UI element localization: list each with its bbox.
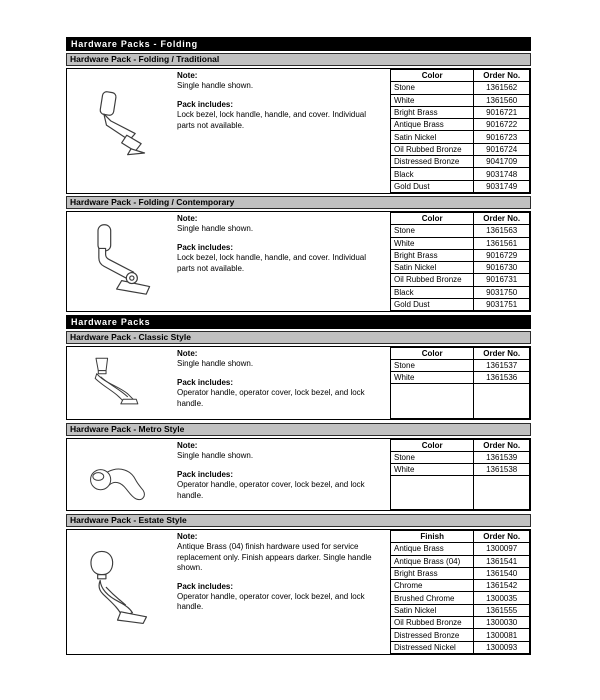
finish-cell: Satin Nickel <box>391 604 474 616</box>
table-row <box>391 641 530 653</box>
table-row <box>391 604 530 616</box>
finish-cell: Oil Rubbed Bronze <box>391 617 474 629</box>
finish-cell: Antique Brass <box>391 543 474 555</box>
table-row <box>391 180 530 192</box>
pack-row-folding-contemporary <box>66 211 531 312</box>
table-row <box>391 298 530 310</box>
order-cell: 1300097 <box>474 543 530 555</box>
pack-includes-text: Operator handle, operator cover, lock bezel, and lock handle. <box>177 591 365 612</box>
color-cell: White <box>391 237 474 249</box>
folding-traditional-handle-illustration <box>67 69 172 193</box>
table-header-row <box>391 213 530 225</box>
metro-style-handle-illustration <box>67 439 172 510</box>
estate-style-handle-illustration <box>67 530 172 654</box>
table-row <box>391 82 530 94</box>
pack-includes-label: Pack includes: <box>177 469 234 479</box>
order-cell: 1361555 <box>474 604 530 616</box>
folding-contemporary-handle-illustration <box>67 212 172 311</box>
column-header-color: Color <box>391 348 474 360</box>
color-cell: Satin Nickel <box>391 131 474 143</box>
color-cell: Black <box>391 286 474 298</box>
classic-style-handle-illustration <box>67 347 172 419</box>
note-cell <box>172 212 390 311</box>
order-cell: 1300081 <box>474 629 530 641</box>
subsection-header-estate-style: Hardware Pack - Estate Style <box>66 514 531 527</box>
color-cell: Oil Rubbed Bronze <box>391 274 474 286</box>
column-header-color: Color <box>391 213 474 225</box>
color-cell: Stone <box>391 360 474 372</box>
finish-cell: Brushed Chrome <box>391 592 474 604</box>
catalog-page <box>66 37 531 655</box>
column-header-order-no: Order No. <box>474 70 530 82</box>
table-row <box>391 360 530 372</box>
table-filler-row <box>391 384 530 419</box>
color-cell: Antique Brass <box>391 119 474 131</box>
section-header-folding: Hardware Packs - Folding <box>66 37 531 51</box>
column-header-order-no: Order No. <box>474 348 530 360</box>
color-cell: Bright Brass <box>391 249 474 261</box>
table-row <box>391 543 530 555</box>
column-header-finish: Finish <box>391 531 474 543</box>
order-table <box>390 212 530 311</box>
order-cell: 1361561 <box>474 237 530 249</box>
table-row <box>391 629 530 641</box>
order-cell: 9016724 <box>474 143 530 155</box>
finish-cell: Distressed Nickel <box>391 641 474 653</box>
finish-cell: Bright Brass <box>391 567 474 579</box>
order-table <box>390 69 530 193</box>
color-cell: Satin Nickel <box>391 262 474 274</box>
order-cell: 9031750 <box>474 286 530 298</box>
pack-includes-text: Operator handle, operator cover, lock bezel, and lock handle. <box>177 388 365 408</box>
note-text: Single handle shown. <box>177 224 254 234</box>
note-text: Single handle shown. <box>177 359 254 369</box>
color-cell: White <box>391 464 474 476</box>
order-cell: 1361541 <box>474 555 530 567</box>
table-row <box>391 237 530 249</box>
table-row <box>391 617 530 629</box>
pack-includes-label: Pack includes: <box>177 242 234 252</box>
subsection-header-folding-traditional: Hardware Pack - Folding / Traditional <box>66 53 531 66</box>
table-row <box>391 249 530 261</box>
table-row <box>391 580 530 592</box>
pack-includes-label: Pack includes: <box>177 99 234 109</box>
order-cell: 1361536 <box>474 372 530 384</box>
subsection-header-metro-style: Hardware Pack - Metro Style <box>66 423 531 436</box>
order-table <box>390 347 530 419</box>
table-row <box>391 372 530 384</box>
table-row <box>391 452 530 464</box>
finish-cell: Antique Brass (04) <box>391 555 474 567</box>
table-filler-row <box>391 476 530 510</box>
table-row <box>391 143 530 155</box>
order-cell: 1361537 <box>474 360 530 372</box>
color-cell: Stone <box>391 452 474 464</box>
color-cell: Gold Dust <box>391 180 474 192</box>
order-cell: 9016730 <box>474 262 530 274</box>
order-cell: 1361560 <box>474 94 530 106</box>
note-text: Single handle shown. <box>177 81 254 91</box>
order-cell: 1361562 <box>474 82 530 94</box>
pack-includes-label: Pack includes: <box>177 377 234 387</box>
order-cell: 9016723 <box>474 131 530 143</box>
table-header-row <box>391 531 530 543</box>
note-label: Note: <box>177 349 198 358</box>
pack-includes-text: Lock bezel, lock handle, handle, and cover. Individual parts not available. <box>177 110 367 130</box>
color-cell: Stone <box>391 82 474 94</box>
column-header-color: Color <box>391 440 474 452</box>
table-row <box>391 225 530 237</box>
finish-cell: Chrome <box>391 580 474 592</box>
table-row <box>391 567 530 579</box>
note-cell <box>172 69 390 193</box>
table-row <box>391 262 530 274</box>
color-cell: White <box>391 372 474 384</box>
order-cell: 9031751 <box>474 298 530 310</box>
order-cell: 9041709 <box>474 156 530 168</box>
order-cell: 1361563 <box>474 225 530 237</box>
table-row <box>391 555 530 567</box>
color-cell: Black <box>391 168 474 180</box>
order-table-cell <box>390 530 530 654</box>
note-label: Note: <box>177 441 198 450</box>
order-table <box>390 439 530 510</box>
color-cell: Stone <box>391 225 474 237</box>
order-table <box>390 530 530 654</box>
color-cell: Oil Rubbed Bronze <box>391 143 474 155</box>
order-cell: 9016731 <box>474 274 530 286</box>
subsection-header-folding-contemporary: Hardware Pack - Folding / Contemporary <box>66 196 531 209</box>
color-cell: Distressed Bronze <box>391 156 474 168</box>
table-row <box>391 94 530 106</box>
order-cell: 1361542 <box>474 580 530 592</box>
color-cell: Gold Dust <box>391 298 474 310</box>
column-header-color: Color <box>391 70 474 82</box>
note-text: Antique Brass (04) finish hardware used for service replacement only. Finish appears darker. Single handle shown. <box>177 542 372 573</box>
pack-includes-text: Lock bezel, lock handle, handle, and cover. Individual parts not available. <box>177 253 367 273</box>
table-row <box>391 168 530 180</box>
table-row <box>391 592 530 604</box>
table-header-row <box>391 348 530 360</box>
subsection-header-classic-style: Hardware Pack - Classic Style <box>66 331 531 344</box>
table-header-row <box>391 70 530 82</box>
pack-includes-text: Operator handle, operator cover, lock bezel, and lock handle. <box>177 480 365 500</box>
pack-row-classic-style <box>66 346 531 420</box>
pack-row-estate-style <box>66 529 531 655</box>
pack-includes-label: Pack includes: <box>177 581 234 591</box>
table-row <box>391 106 530 118</box>
order-cell: 9016721 <box>474 106 530 118</box>
table-row <box>391 131 530 143</box>
table-row <box>391 119 530 131</box>
column-header-order-no: Order No. <box>474 440 530 452</box>
order-cell: 9031749 <box>474 180 530 192</box>
order-table-cell <box>390 212 530 311</box>
table-row <box>391 464 530 476</box>
color-cell: Bright Brass <box>391 106 474 118</box>
table-header-row <box>391 440 530 452</box>
order-cell: 1300093 <box>474 641 530 653</box>
order-table-cell <box>390 439 530 510</box>
note-label: Note: <box>177 214 198 223</box>
pack-row-folding-traditional <box>66 68 531 194</box>
order-cell: 1361538 <box>474 464 530 476</box>
column-header-order-no: Order No. <box>474 531 530 543</box>
note-text: Single handle shown. <box>177 451 254 461</box>
table-row <box>391 274 530 286</box>
color-cell: White <box>391 94 474 106</box>
order-cell: 1361540 <box>474 567 530 579</box>
order-cell: 9016729 <box>474 249 530 261</box>
finish-cell: Distressed Bronze <box>391 629 474 641</box>
note-label: Note: <box>177 71 198 80</box>
order-table-cell <box>390 69 530 193</box>
order-cell: 9031748 <box>474 168 530 180</box>
order-cell: 1300035 <box>474 592 530 604</box>
note-label: Note: <box>177 532 198 541</box>
table-row <box>391 156 530 168</box>
note-cell <box>172 347 390 419</box>
order-cell: 9016722 <box>474 119 530 131</box>
section-header-hardware-packs: Hardware Packs <box>66 315 531 329</box>
note-cell <box>172 439 390 510</box>
order-cell: 1300030 <box>474 617 530 629</box>
order-cell: 1361539 <box>474 452 530 464</box>
note-cell <box>172 530 390 654</box>
pack-row-metro-style <box>66 438 531 511</box>
table-row <box>391 286 530 298</box>
column-header-order-no: Order No. <box>474 213 530 225</box>
order-table-cell <box>390 347 530 419</box>
